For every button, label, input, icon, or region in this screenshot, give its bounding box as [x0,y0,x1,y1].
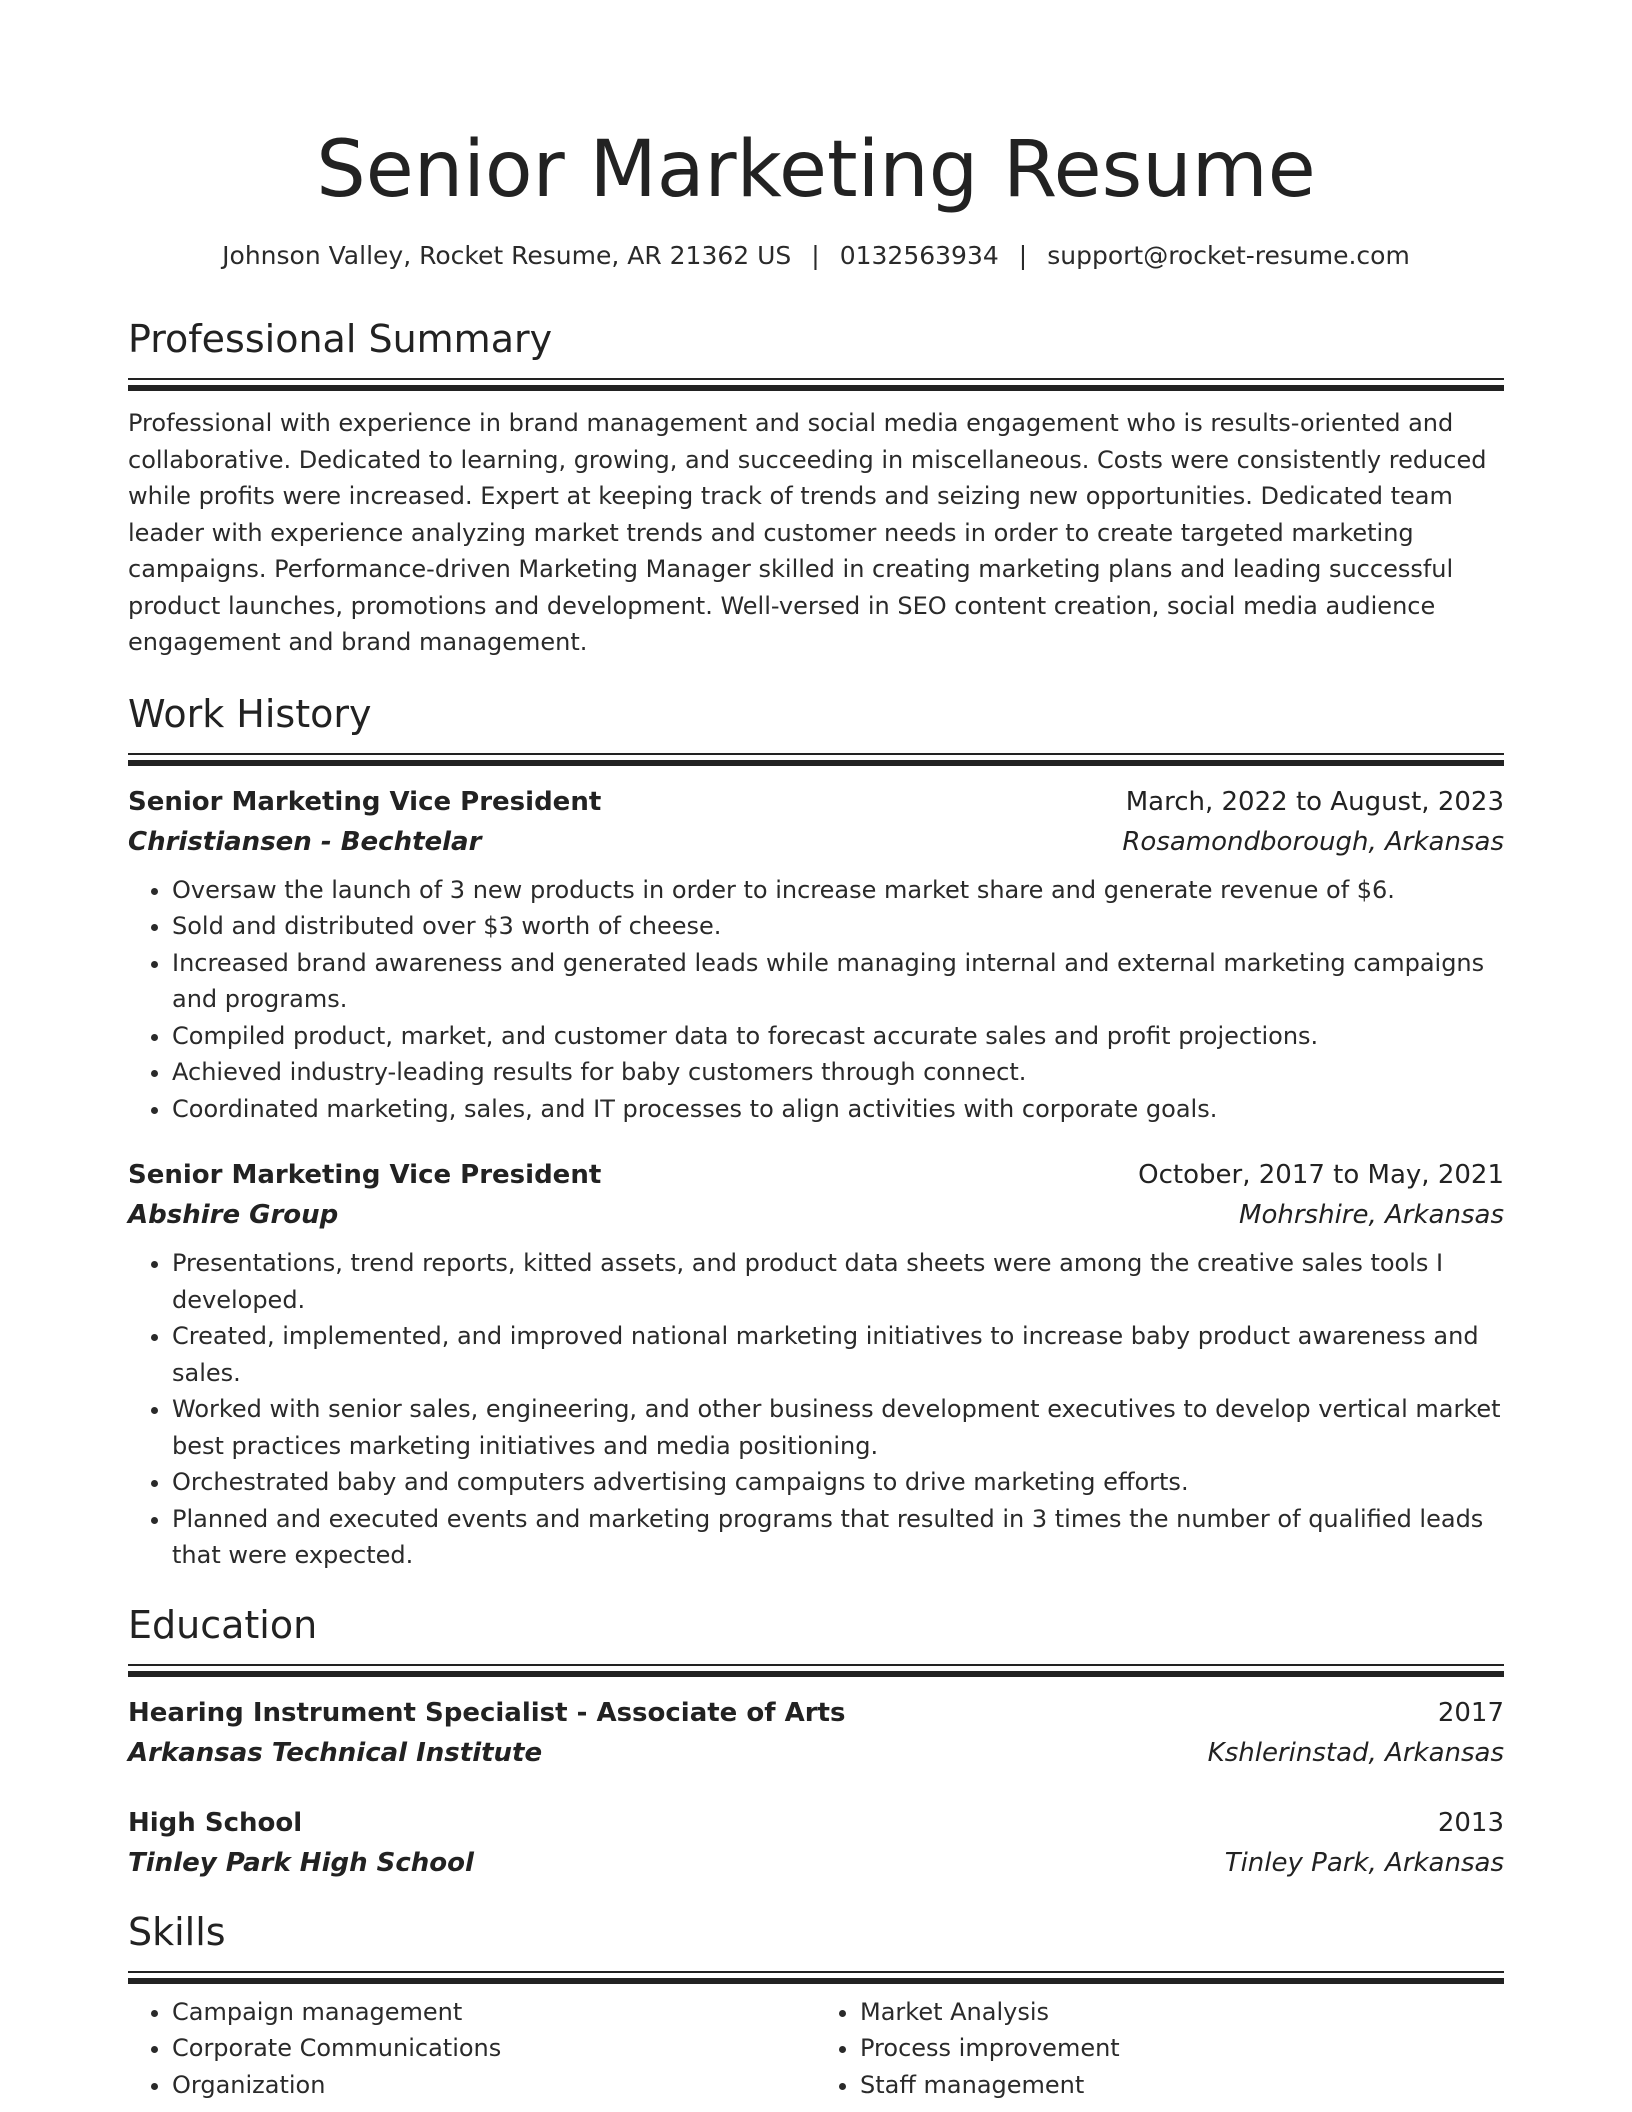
contact-separator: | [811,241,820,270]
work-history-section [128,689,1504,1574]
job-bullet: • Planned and executed events and marketing programs that resulted in 3 times the number of qualified leads that were expected. [172,1501,1504,1574]
job-dates: March, 2022 to August, 2023 [1125,786,1504,817]
contact-email[interactable]: support@rocket-resume.com [1047,241,1410,270]
job-bullet: • Orchestrated baby and computers advertising campaigns to drive marketing efforts. [172,1464,1504,1501]
education-entry [128,1693,1504,1773]
skill-item: • Process improvement [860,2030,1504,2067]
job-bullets [128,872,1504,1128]
job-header-row [128,782,1504,822]
education-section [128,1600,1504,1883]
skills-list-left [128,1994,816,2104]
job-company-row [128,822,1504,862]
job-dates: October, 2017 to May, 2021 [1138,1160,1504,1190]
education-entry [128,1803,1504,1883]
education-location: Tinley Park, Arkansas [1224,1847,1504,1878]
skill-item: • Corporate Communications [172,2030,816,2067]
skill-item: • Campaign management [172,1994,816,2031]
education-location: Kshlerinstad, Arkansas [1207,1737,1504,1768]
education-header-row [128,1693,1504,1733]
contact-separator: | [1018,241,1028,270]
education-year: 2017 [1437,1697,1504,1728]
education-degree: High School [128,1807,303,1838]
education-header-row [128,1803,1504,1843]
education-degree: Hearing Instrument Specialist - Associate of Arts [128,1697,846,1728]
summary-text: Professional with experience in brand management and social media engagement who is results-oriented and collaborative. Dedicated to learning, growing, and succeeding in miscellaneous. Costs were consistently reduced while profits were increased. Expert at keeping track of trends and seizing new opportunities. Dedicated team leader with experience analyzing market trends and customer needs in order to create targeted marketing campaigns. Performance-driven Marketing Manager skilled in creating marketing plans and leading successful product launches, promotions and development. Well-versed in SEO content creation, social media audience engagement and brand management. [128,409,1487,656]
job-bullet: • Created, implemented, and improved national marketing initiatives to increase baby product awareness and sales. [172,1318,1504,1391]
skills-columns [128,1994,1504,2104]
skill-item: • Organization [172,2067,816,2104]
skills-section [128,1907,1504,2104]
skill-item: • Staff management [860,2067,1504,2104]
job-bullet: • Increased brand awareness and generated leads while managing internal and external marketing campaigns and programs. [172,945,1504,1018]
job-company: Christiansen - Bechtelar [128,826,482,857]
job-location: Mohrshire, Arkansas [1239,1200,1504,1230]
summary-section [128,314,1504,661]
job-bullet: • Achieved industry-leading results for baby customers through connect. [172,1054,1504,1091]
contact-phone: 0132563934 [839,241,999,270]
education-school: Arkansas Technical Institute [128,1737,543,1768]
skills-list-right [816,1994,1504,2104]
section-heading-summary: Professional Summary [128,317,553,361]
resume-title: Senior Marketing Resume [316,125,1316,215]
job-bullet: • Sold and distributed over $3 worth of cheese. [172,908,1504,945]
section-divider [128,1971,1504,1984]
job-entry [128,782,1504,1128]
section-heading-skills: Skills [128,1909,226,1954]
section-heading-work: Work History [128,691,372,736]
job-bullet: • Compiled product, market, and customer data to forecast accurate sales and profit projections. [172,1018,1504,1055]
job-bullet: • Worked with senior sales, engineering, and other business development executives to develop vertical market best practices marketing initiatives and media positioning. [172,1391,1504,1464]
job-title: Senior Marketing Vice President [128,786,602,817]
job-bullets [128,1245,1504,1574]
education-year: 2013 [1437,1807,1504,1838]
contact-address: Johnson Valley, Rocket Resume, AR 21362 US [222,241,792,270]
job-bullet: • Coordinated marketing, sales, and IT processes to align activities with corporate goals. [172,1091,1504,1128]
job-header-row [128,1155,1504,1195]
job-bullet: • Oversaw the launch of 3 new products in order to increase market share and generate revenue of $6. [172,872,1504,909]
job-bullet: • Presentations, trend reports, kitted assets, and product data sheets were among the creative sales tools I developed. [172,1245,1504,1318]
education-school: Tinley Park High School [128,1847,474,1878]
contact-line [128,238,1504,274]
section-divider [128,1664,1504,1677]
education-school-row [128,1843,1504,1883]
job-title: Senior Marketing Vice President [128,1160,602,1190]
job-company-row [128,1195,1504,1235]
job-entry [128,1155,1504,1574]
section-heading-education: Education [128,1602,318,1647]
job-location: Rosamondborough, Arkansas [1122,826,1504,857]
section-divider [128,753,1504,766]
job-company: Abshire Group [128,1200,339,1230]
skill-item: • Market Analysis [860,1994,1504,2031]
education-school-row [128,1733,1504,1773]
section-divider [128,378,1504,391]
